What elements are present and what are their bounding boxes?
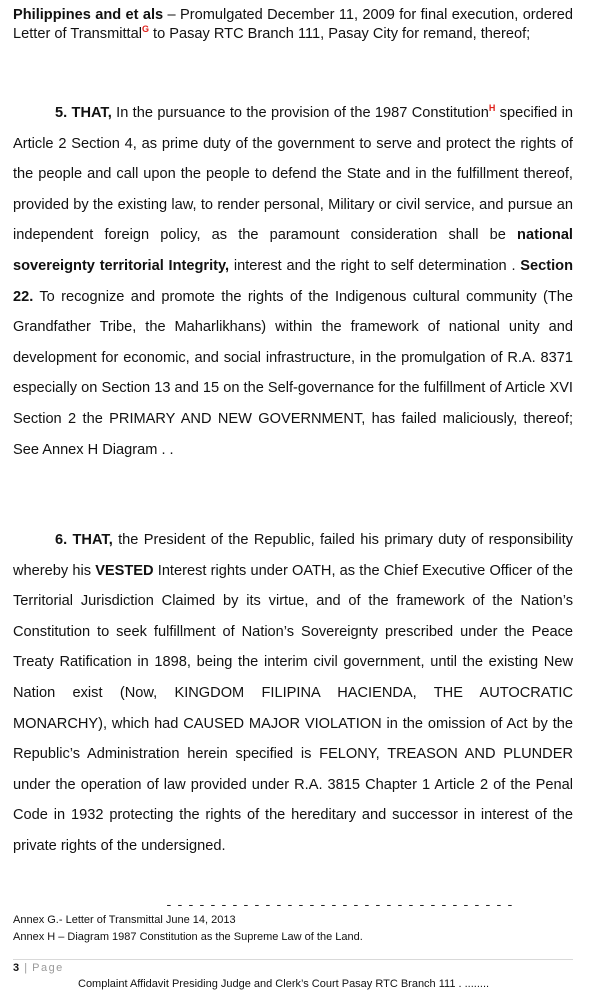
page-number-bar: |: [24, 962, 28, 974]
annex-g-note: Annex G.- Letter of Transmittal June 14, 2013: [13, 914, 236, 926]
paragraph-6-bold-1: VESTED: [95, 562, 154, 579]
footer-divider: [13, 959, 573, 960]
paragraph-6-label: 6. THAT,: [55, 532, 113, 548]
paragraph-6-text-2: Interest rights under OATH, as the Chief Executive Officer of the Territorial Jurisdiction Claimed by its virtue, and of the framework of the Nation’s Constitution to seek fulfillment of Nation’s Sovereignty prescribed under the Peace Treaty Ratification in 1898, being the interim civil government, until the existing New Nation exist (Now, KINGDOM FILIPINA HACIENDA, THE AUTOCRATIC MONARCHY), which had CAUSED MAJOR VIOLATION in the omission of Act by the Republic’s Administration herein specified is FELONY, TREASON AND PLUNDER under the operation of law provided under R.A. 3815 Chapter 1 Article 2 of the Penal Code in 1932 protecting the rights of the hereditary and successor in interest of the private rights of the undersigned.: [13, 562, 573, 854]
paragraph-5-text-3: interest and the right to self determination .: [229, 257, 521, 274]
footer-text: Complaint Affidavit Presiding Judge and Clerk’s Court Pasay RTC Branch 111 . ........: [78, 978, 490, 990]
paragraph-5-bold-2: Section 22.: [13, 257, 573, 305]
paragraph-continuation: [13, 6, 573, 43]
paragraph-text-tail: to Pasay RTC Branch 111, Pasay City for remand, thereof;: [148, 25, 531, 42]
paragraph-5-text-2: specified in Article 2 Section 4, as prime duty of the government to serve and protect the rights of the people and call upon the people to defend the State and in the fulfillment thereof, provided by the existing law, to render personal, Military or civil service, and pursue an independent foreign policy, as the paramount consideration shall be: [13, 105, 573, 244]
paragraph-5: [13, 98, 573, 465]
paragraph-5-text-1: In the pursuance to the provision of the 1987 Constitution: [111, 105, 489, 121]
footnote-marker-h: H: [488, 103, 496, 114]
paragraph-text: – Promulgated December 11, 2009 for final execution, ordered Letter of Transmittal: [13, 7, 573, 42]
paragraph-6: [13, 525, 573, 862]
party-name: Philippines and et als: [13, 7, 164, 23]
paragraph-6-text-1: the President of the Republic, failed his primary duty of responsibility whereby his: [13, 532, 573, 579]
footnote-separator: --------------------------------: [165, 898, 518, 913]
footnote-marker-g: G: [141, 23, 149, 34]
page-number-value: 3: [13, 962, 20, 974]
annex-h-note: Annex H – Diagram 1987 Constitution as the Supreme Law of the Land.: [13, 931, 363, 943]
paragraph-5-text-4: To recognize and promote the rights of the Indigenous cultural community (The Grandfather Tribe, the Maharlikhans) within the framework of national unity and development for economic, and social infrastructure, in the promulgation of R.A. 8371 especially on Section 13 and 15 on the Self-governance for the fulfillment of Article XVI Section 2 the PRIMARY AND NEW GOVERNMENT, has failed maliciously, thereof; See Annex H Diagram . .: [13, 288, 573, 458]
paragraph-5-bold-1: national sovereignty territorial Integrity,: [13, 227, 573, 274]
page-number-word: Page: [32, 962, 64, 974]
page-number: [13, 962, 64, 974]
paragraph-5-label: 5. THAT,: [55, 105, 112, 121]
